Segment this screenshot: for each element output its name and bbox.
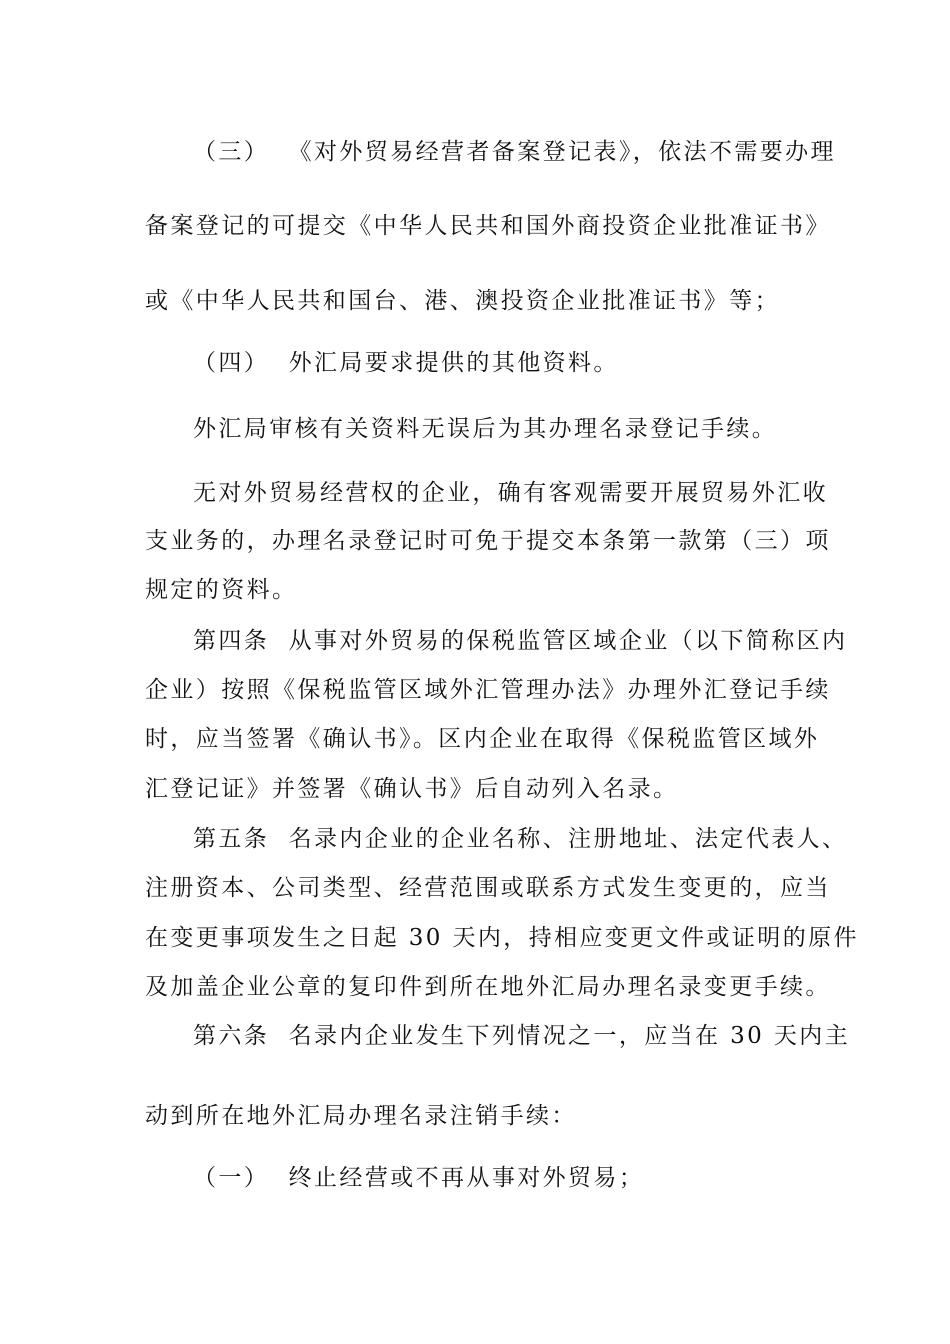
text-line: （三） 《对外贸易经营者备案登记表》，依法不需要办理 [193, 139, 836, 165]
text-line: 企业）按照《保税监管区域外汇管理办法》办理外汇登记手续 [145, 677, 831, 703]
text-line: 第四条 从事对外贸易的保税监管区域企业（以下简称区内 [193, 628, 848, 654]
text-line: 外汇局审核有关资料无误后为其办理名录登记手续。 [193, 416, 778, 442]
text-line: 及加盖企业公章的复印件到所在地外汇局办理名录变更手续。 [145, 974, 831, 1000]
text-line: 注册资本、公司类型、经营范围或联系方式发生变更的，应当 [145, 875, 831, 901]
text-line: 规定的资料。 [145, 577, 298, 603]
text-line: 汇登记证》并签署《确认书》后自动列入名录。 [145, 776, 679, 802]
text-line: 时，应当签署《确认书》。区内企业在取得《保税监管区域外 [145, 726, 820, 752]
text-line: 或《中华人民共和国台、港、澳投资企业批准证书》等； [145, 288, 780, 314]
text-line: 备案登记的可提交《中华人民共和国外商投资企业批准证书》 [145, 213, 831, 239]
text-line: 第六条 名录内企业发生下列情况之一，应当在 30 天内主 [193, 1023, 851, 1049]
text-line: 在变更事项发生之日起 30 天内，持相应变更文件或证明的原件 [145, 925, 859, 951]
text-line: （四） 外汇局要求提供的其他资料。 [193, 350, 619, 376]
text-line: 第五条 名录内企业的企业名称、注册地址、法定代表人、 [193, 826, 848, 852]
text-line: 动到所在地外汇局办理名录注销手续： [145, 1103, 577, 1129]
text-line: 无对外贸易经营权的企业，确有客观需要开展贸易外汇收 [193, 480, 828, 506]
text-line: （一） 终止经营或不再从事对外贸易； [193, 1165, 645, 1191]
text-line: 支业务的，办理名录登记时可免于提交本条第一款第（三）项 [145, 528, 831, 554]
